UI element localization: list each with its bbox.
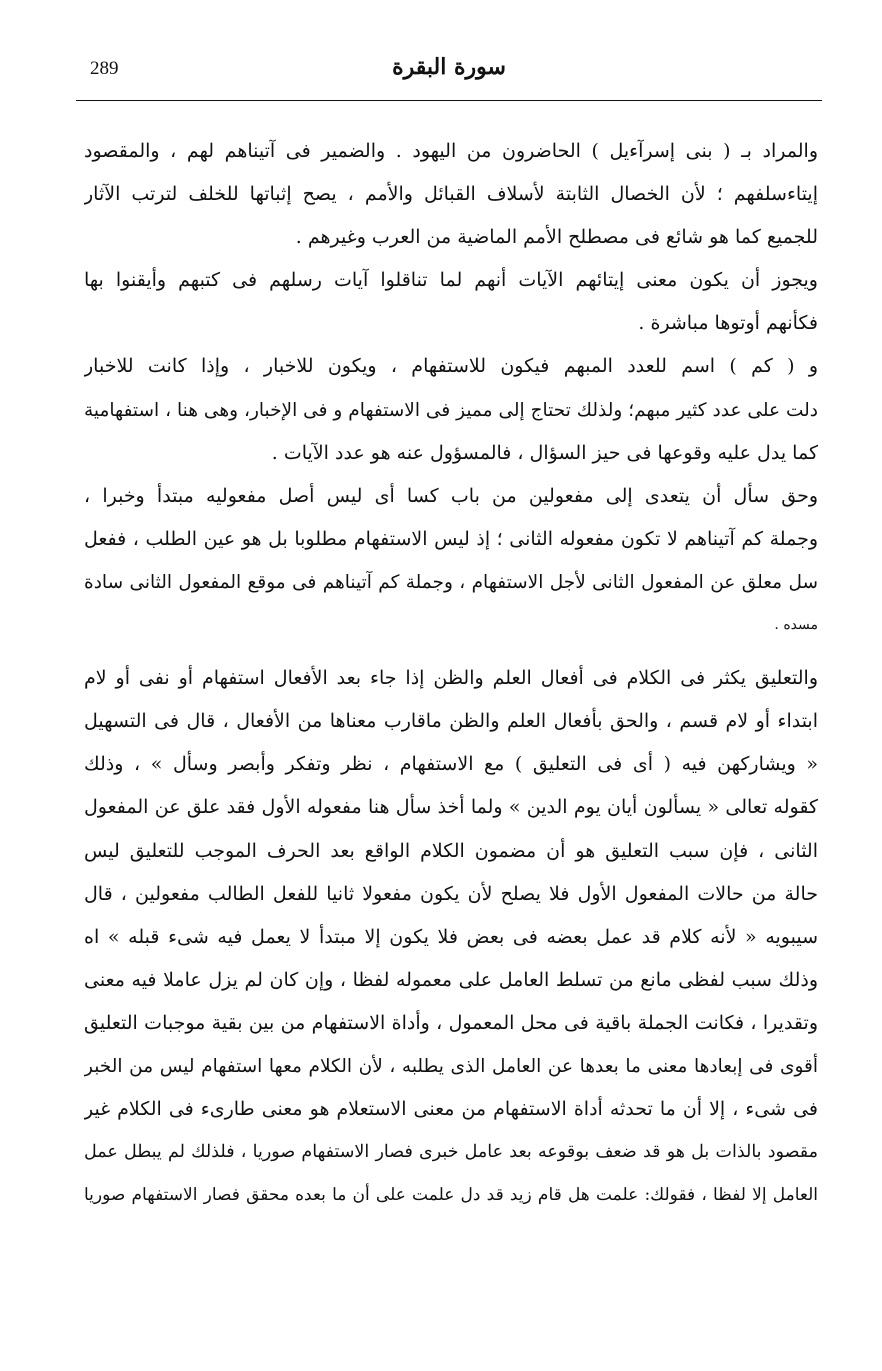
text-line: العامل إلا لفظا ، فقولك: علمت هل قام زيد قد دل علمت على أن ما بعده محقق فصار الاستفهام صوريا [84,1185,818,1206]
text-line: دلت على عدد كثير مبهم؛ ولذلك تحتاج إلى مميز فى الاستفهام و فى الإخبار، وهى هنا ، استفهامية [84,399,818,421]
text-line: فى شىء ، إلا أن ما تحدثه أداة الاستفهام من معنى الاستعلام هو معنى طارىء فى الكلام غير [84,1098,818,1121]
text-line: ويجوز أن يكون معنى إيتائهم الآيات أنهم لما تناقلوا آيات رسلهم فى كتبهم وأيقنوا بها [84,269,818,292]
text-line: مسده . [774,617,818,634]
body-text [84,130,818,1217]
text-line: الثانى ، فإن سبب التعليق هو أن مضمون الكلام الواقع بعد الحرف الموجب للتعليق ليس [84,839,818,862]
text-line: فكأنهم أوتوها مباشرة . [638,312,818,335]
text-line: وتقديرا ، فكانت الجملة باقية فى محل المعمول ، وأداة الاستفهام من بين بقية موجبات التعليق [84,1011,818,1034]
paragraph [84,345,818,474]
text-line: سل معلق عن المفعول الثانى لأجل الاستفهام ، وجملة كم آتيناهم فى موقع المفعول الثانى سادة [84,571,818,593]
text-line: والتعليق يكثر فى الكلام فى أفعال العلم والظن إذا جاء بعد الأفعال استفهام أو نفى أو لام [84,667,818,690]
text-line: إيتاءسلفهم ؛ لأن الخصال الثابتة لأسلاف القبائل والأمم ، يصح إثباتها للخلف لترتب الآثار [84,183,818,206]
paragraph [84,657,818,1217]
text-line: سيبويه « لأنه كلام قد عمل بعضه فى بعض فلا يكون إلا مبتدأ لا يعمل فيه شىء قبله » اه [84,925,818,948]
paragraph [84,259,818,345]
paragraph [84,475,818,647]
text-line: و ( كم ) اسم للعدد المبهم فيكون للاستفهام ، ويكون للاخبار ، وإذا كانت للاخبار [84,355,818,378]
text-line: كقوله تعالى « يسألون أيان يوم الدين » ولما أخذ سأل هنا مفعوله الأول فقد علق عن المفعول [84,796,818,819]
text-line: « ويشاركهن فيه ( أى فى التعليق ) مع الاستفهام ، نظر وتفكر وأبصر وسأل » ، وذلك [84,753,818,776]
text-line: للجميع كما هو شائع فى مصطلح الأمم الماضية من العرب وغيرهم . [295,226,818,249]
header-rule [76,100,822,101]
text-line: والمراد بـ ( بنى إسرآءيل ) الحاضرون من اليهود . والضمير فى آتيناهم لهم ، والمقصود [84,140,818,162]
text-line: وحق سأل أن يتعدى إلى مفعولين من باب كسا أى ليس أصل مفعوليه مبتدأ وخبرا ، [84,484,818,507]
paragraph [84,130,818,259]
text-line: أقوى فى إبعادها معنى ما بعدها عن العامل الذى يطلبه ، لأن الكلام معها استفهام ليس من الخبر [84,1055,818,1077]
text-line: وجملة كم آتيناهم لا تكون مفعوله الثانى ؛ إذ ليس الاستفهام مطلوبا بل هو عين الطلب ، ففعل [84,527,818,550]
page-header [76,54,822,100]
page-number: 289 [90,58,119,79]
text-line: وذلك سبب لفظى مانع من تسلط العامل على معموله لفظا ، وإن كان لم يزل عاملا فيه معنى [84,968,818,991]
text-line: مقصود بالذات بل هو قد ضعف بوقوعه بعد عامل خبرى فصار الاستفهام صوريا ، فلذلك لم يبطل عمل [84,1142,818,1163]
text-line: حالة من حالات المفعول الأول فلا يصلح لأن يكون مفعولا ثانيا للفعل الطالب مفعولين ، قال [84,882,818,905]
running-title: سورة البقرة [392,54,506,80]
paragraph-gap [84,647,818,657]
text-line: ابتداء أو لام قسم ، والحق بأفعال العلم والظن ماقارب معناها من الأفعال ، قال فى التسهيل [84,710,818,733]
text-line: كما يدل عليه وقوعها فى حيز السؤال ، فالمسؤول عنه هو عدد الآيات . [271,441,818,464]
